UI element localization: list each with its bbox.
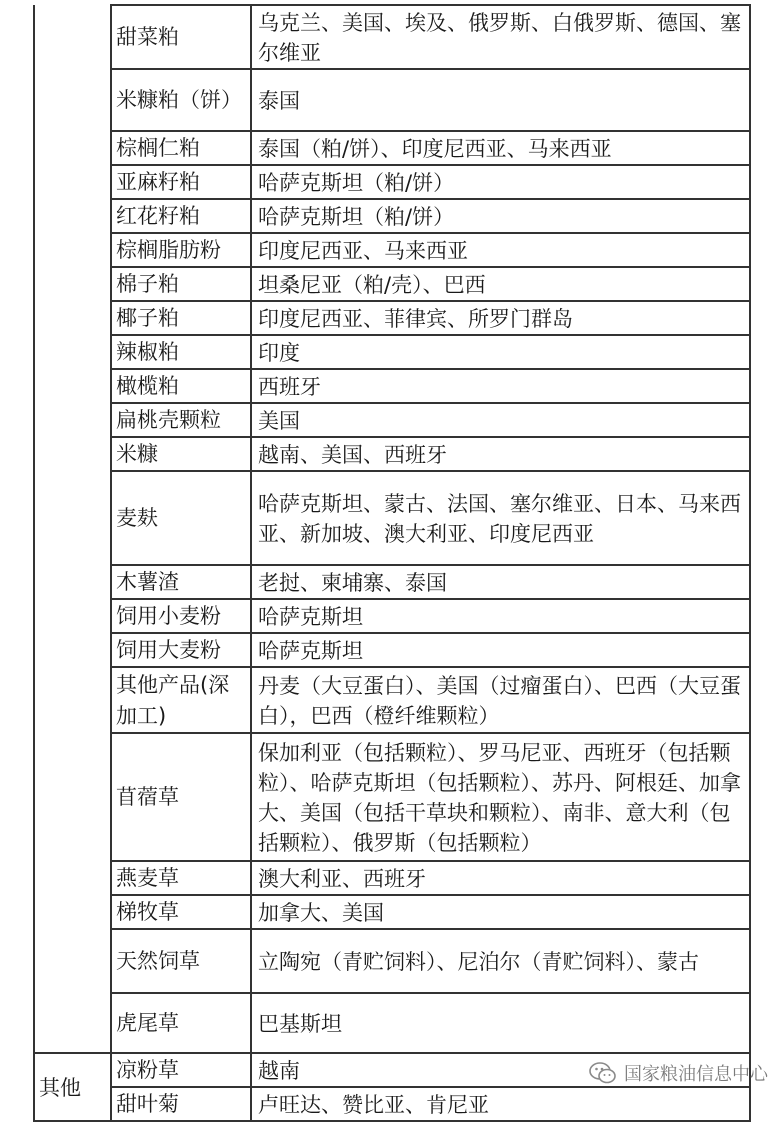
origin-countries-cell: 越南 (251, 1053, 750, 1087)
table-row (34, 1087, 750, 1121)
table-row (34, 599, 750, 633)
origin-countries-cell: 乌克兰、美国、埃及、俄罗斯、白俄罗斯、德国、塞尔维亚 (251, 5, 750, 69)
table-row (34, 993, 750, 1053)
origin-countries-cell: 哈萨克斯坦 (251, 599, 750, 633)
product-name-cell: 红花籽粕 (111, 199, 251, 233)
origin-countries-cell: 坦桑尼亚（粕/壳）、巴西 (251, 267, 750, 301)
table-row (34, 131, 750, 165)
product-name-cell: 饲用大麦粉 (111, 633, 251, 667)
product-name-cell: 其他产品(深加工) (111, 667, 251, 733)
table-row (34, 165, 750, 199)
product-name-cell: 亚麻籽粕 (111, 165, 251, 199)
table-row (34, 5, 750, 69)
product-name-cell: 椰子粕 (111, 301, 251, 335)
origin-countries-cell: 越南、美国、西班牙 (251, 437, 750, 471)
product-name-cell: 虎尾草 (111, 993, 251, 1053)
product-name-cell: 甜菜粕 (111, 5, 251, 69)
product-name-cell: 麦麸 (111, 471, 251, 565)
origin-countries-cell: 巴基斯坦 (251, 993, 750, 1053)
origin-countries-cell: 澳大利亚、西班牙 (251, 861, 750, 895)
table-row (34, 471, 750, 565)
origin-countries-cell: 印度 (251, 335, 750, 369)
table-row (34, 233, 750, 267)
product-name-cell: 扁桃壳颗粒 (111, 403, 251, 437)
origin-countries-cell: 哈萨克斯坦 (251, 633, 750, 667)
table-row (34, 861, 750, 895)
table-row (34, 895, 750, 929)
import-origins-table (33, 4, 751, 1122)
origin-countries-cell: 丹麦（大豆蛋白）、美国（过瘤蛋白）、巴西（大豆蛋白），巴西（橙纤维颗粒） (251, 667, 750, 733)
table-row (34, 565, 750, 599)
product-name-cell: 棉子粕 (111, 267, 251, 301)
watermark-text: 国家粮油信息中心 (624, 1064, 768, 1085)
table-row (34, 267, 750, 301)
origin-countries-cell: 西班牙 (251, 369, 750, 403)
origin-countries-cell: 哈萨克斯坦（粕/饼） (251, 165, 750, 199)
table-row (34, 199, 750, 233)
product-name-cell: 饲用小麦粉 (111, 599, 251, 633)
product-name-cell: 木薯渣 (111, 565, 251, 599)
origin-countries-cell: 泰国（粕/饼）、印度尼西亚、马来西亚 (251, 131, 750, 165)
origin-countries-cell: 老挝、柬埔寨、泰国 (251, 565, 750, 599)
origin-countries-cell: 印度尼西亚、马来西亚 (251, 233, 750, 267)
category-cell (34, 5, 111, 1053)
product-name-cell: 米糠 (111, 437, 251, 471)
table-body (34, 5, 750, 1121)
product-name-cell: 天然饲草 (111, 929, 251, 993)
product-name-cell: 辣椒粕 (111, 335, 251, 369)
category-cell: 其他 (34, 1053, 111, 1121)
origin-countries-cell: 哈萨克斯坦、蒙古、法国、塞尔维亚、日本、马来西亚、新加坡、澳大利亚、印度尼西亚 (251, 471, 750, 565)
product-name-cell: 凉粉草 (111, 1053, 251, 1087)
table-row (34, 633, 750, 667)
table-row (34, 437, 750, 471)
table-row (34, 69, 750, 131)
product-name-cell: 橄榄粕 (111, 369, 251, 403)
product-name-cell: 苜蓿草 (111, 733, 251, 861)
table-row (34, 301, 750, 335)
origin-countries-cell: 印度尼西亚、菲律宾、所罗门群岛 (251, 301, 750, 335)
wechat-icon (588, 1061, 618, 1085)
table-row (34, 335, 750, 369)
origin-countries-cell: 加拿大、美国 (251, 895, 750, 929)
product-name-cell: 棕榈仁粕 (111, 131, 251, 165)
origin-countries-cell: 泰国 (251, 69, 750, 131)
table-row (34, 667, 750, 733)
table-row (34, 733, 750, 861)
product-name-cell: 梯牧草 (111, 895, 251, 929)
product-name-cell: 米糠粕（饼） (111, 69, 251, 131)
origin-countries-cell: 保加利亚（包括颗粒）、罗马尼亚、西班牙（包括颗粒）、哈萨克斯坦（包括颗粒）、苏丹、阿根廷、加拿大、美国（包括干草块和颗粒）、南非、意大利（包括颗粒）、俄罗斯（包括颗粒） (251, 733, 750, 861)
table-row (34, 403, 750, 437)
product-name-cell: 甜叶菊 (111, 1087, 251, 1121)
product-name-cell: 棕榈脂肪粉 (111, 233, 251, 267)
table-row (34, 929, 750, 993)
origin-countries-cell: 哈萨克斯坦（粕/饼） (251, 199, 750, 233)
table-row (34, 369, 750, 403)
product-name-cell: 燕麦草 (111, 861, 251, 895)
watermark (588, 1060, 768, 1086)
origin-countries-cell: 美国 (251, 403, 750, 437)
origin-countries-cell: 卢旺达、赞比亚、肯尼亚 (251, 1087, 750, 1121)
origin-countries-cell: 立陶宛（青贮饲料）、尼泊尔（青贮饲料）、蒙古 (251, 929, 750, 993)
